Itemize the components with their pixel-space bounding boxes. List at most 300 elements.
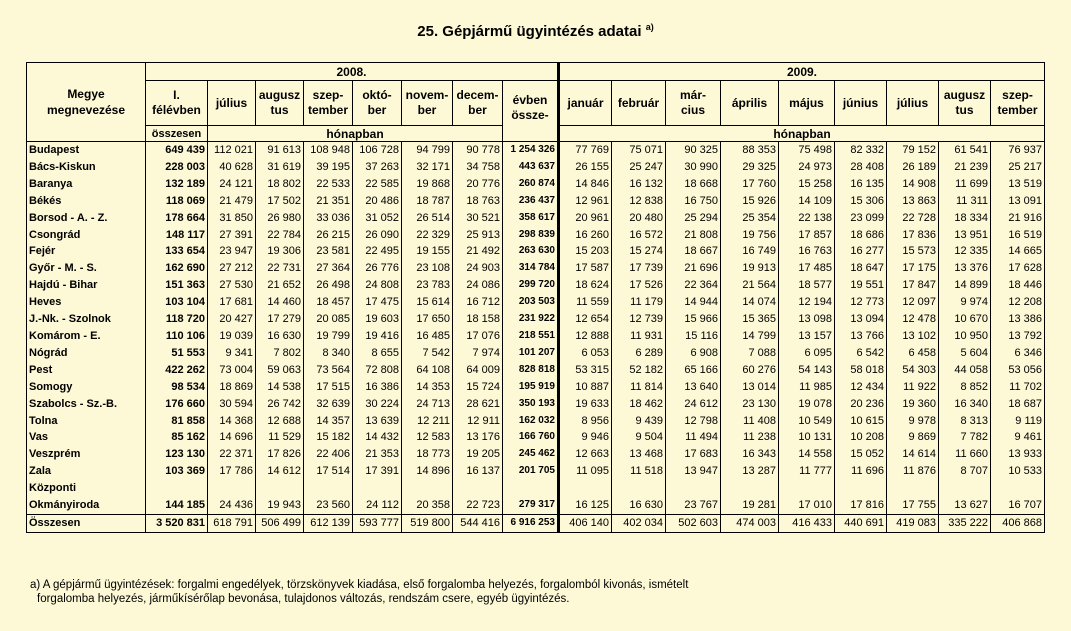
month-2009-value: 13 947 xyxy=(666,463,721,480)
footnote-line-2: forgalomba helyezés, járműkísérőlap bevonása, tulajdonos változás, rendszám csere, egyéb ügyintézés. xyxy=(37,593,570,605)
month-2009-value xyxy=(887,480,939,497)
year-total-value: 162 032 xyxy=(503,413,559,430)
month-2009-value: 6 908 xyxy=(666,345,721,362)
month-2009-value: 13 627 xyxy=(939,497,991,514)
month-2009-value: 16 572 xyxy=(612,227,666,244)
county-name: Nógrád xyxy=(27,345,146,362)
month-2009-value: 24 612 xyxy=(666,396,721,413)
month-2008-value: 32 639 xyxy=(304,396,353,413)
month-2009-value: 11 876 xyxy=(887,463,939,480)
month-2009-value: 21 564 xyxy=(721,277,779,294)
year-total-value: 443 637 xyxy=(503,159,559,176)
month-2008-value: 8 340 xyxy=(304,345,353,362)
year-2008-header: 2008. xyxy=(146,63,559,81)
half-year-value: 123 130 xyxy=(146,446,208,463)
month-2009-value: 10 533 xyxy=(991,463,1045,480)
month-2009-value: 18 462 xyxy=(612,396,666,413)
year-total-value: 166 760 xyxy=(503,429,559,446)
month-2009-header: február xyxy=(612,81,666,126)
month-2009-value: 61 541 xyxy=(939,142,991,159)
month-2008-value: 14 357 xyxy=(304,413,353,430)
month-2008-value: 39 195 xyxy=(304,159,353,176)
month-2009-value: 22 138 xyxy=(779,210,835,227)
year-total-value: 358 617 xyxy=(503,210,559,227)
month-2009-value: 82 332 xyxy=(835,142,887,159)
month-2008-value: 112 021 xyxy=(208,142,256,159)
month-2009-value: 26 155 xyxy=(559,159,612,176)
month-2009-value: 14 899 xyxy=(939,277,991,294)
table-row xyxy=(27,396,1045,413)
month-2009-value: 20 480 xyxy=(612,210,666,227)
county-column-header: Megye megnevezése xyxy=(27,63,146,142)
month-2008-value: 23 108 xyxy=(402,260,453,277)
month-2008-value: 14 460 xyxy=(256,294,304,311)
month-2008-value: 519 800 xyxy=(402,514,453,532)
month-2008-value: 12 211 xyxy=(402,413,453,430)
month-2008-value: 23 947 xyxy=(208,243,256,260)
title-footnote-mark: a) xyxy=(645,22,654,32)
month-2009-value: 15 116 xyxy=(666,328,721,345)
month-2009-value: 21 808 xyxy=(666,227,721,244)
month-2008-value: 33 036 xyxy=(304,210,353,227)
month-2009-value: 17 836 xyxy=(887,227,939,244)
county-name: Baranya xyxy=(27,176,146,193)
half-year-value: 649 439 xyxy=(146,142,208,159)
month-2009-value: 11 494 xyxy=(666,429,721,446)
month-2009-value: 19 551 xyxy=(835,277,887,294)
month-2009-value: 14 665 xyxy=(991,243,1045,260)
month-2009-value: 54 143 xyxy=(779,362,835,379)
month-2009-value: 11 696 xyxy=(835,463,887,480)
month-2009-value xyxy=(835,480,887,497)
month-2009-value: 18 667 xyxy=(666,243,721,260)
month-2009-value: 11 702 xyxy=(991,379,1045,396)
month-2008-value: 73 564 xyxy=(304,362,353,379)
month-2009-value: 11 518 xyxy=(612,463,666,480)
month-2009-value: 10 670 xyxy=(939,311,991,328)
county-name: Hajdú - Bihar xyxy=(27,277,146,294)
month-2008-value: 18 787 xyxy=(402,193,453,210)
month-2008-value: 7 802 xyxy=(256,345,304,362)
table-row xyxy=(27,463,1045,480)
month-2009-value xyxy=(991,480,1045,497)
month-2009-header: január xyxy=(559,81,612,126)
month-2009-value: 15 203 xyxy=(559,243,612,260)
month-2008-value: 7 974 xyxy=(453,345,503,362)
year-total-value: 201 705 xyxy=(503,463,559,480)
month-2008-value: 16 485 xyxy=(402,328,453,345)
half-year-value: 118 069 xyxy=(146,193,208,210)
month-2009-value: 12 478 xyxy=(887,311,939,328)
month-2009-value: 12 739 xyxy=(612,311,666,328)
month-2009-value: 9 869 xyxy=(887,429,939,446)
month-2009-value: 16 135 xyxy=(835,176,887,193)
month-2008-value: 8 655 xyxy=(353,345,402,362)
month-2009-value: 13 157 xyxy=(779,328,835,345)
data-table xyxy=(26,62,1045,533)
month-2008-value: 20 085 xyxy=(304,311,353,328)
month-2008-value: 20 358 xyxy=(402,497,453,514)
half-year-value: 51 553 xyxy=(146,345,208,362)
month-2009-value: 11 179 xyxy=(612,294,666,311)
month-2009-value: 52 182 xyxy=(612,362,666,379)
month-2009-value: 406 868 xyxy=(991,514,1045,532)
month-2009-value: 15 365 xyxy=(721,311,779,328)
county-name: Zala xyxy=(27,463,146,480)
month-2008-value: 22 533 xyxy=(304,176,353,193)
month-2008-value: 14 432 xyxy=(353,429,402,446)
month-2009-value: 474 003 xyxy=(721,514,779,532)
month-2009-value: 416 433 xyxy=(779,514,835,532)
half-year-value: 81 858 xyxy=(146,413,208,430)
month-2009-value: 8 956 xyxy=(559,413,612,430)
year-total-value xyxy=(503,480,559,497)
osszesen-subheader: összesen xyxy=(146,126,208,142)
month-2009-value: 12 663 xyxy=(559,446,612,463)
month-2008-value: 26 090 xyxy=(353,227,402,244)
month-2009-value: 17 816 xyxy=(835,497,887,514)
county-name: Győr - M. - S. xyxy=(27,260,146,277)
month-2008-value: 18 457 xyxy=(304,294,353,311)
year-total-value: 314 784 xyxy=(503,260,559,277)
month-2008-value: 19 799 xyxy=(304,328,353,345)
half-year-value: 110 106 xyxy=(146,328,208,345)
month-2009-value: 23 099 xyxy=(835,210,887,227)
year-total-value: 263 630 xyxy=(503,243,559,260)
month-2008-value: 618 791 xyxy=(208,514,256,532)
month-2008-value: 12 583 xyxy=(402,429,453,446)
month-2009-value: 13 951 xyxy=(939,227,991,244)
half-year-value: 103 369 xyxy=(146,463,208,480)
month-2009-value: 76 937 xyxy=(991,142,1045,159)
month-2009-value: 15 052 xyxy=(835,446,887,463)
month-2008-value xyxy=(256,480,304,497)
month-2009-value: 11 311 xyxy=(939,193,991,210)
month-2009-value: 9 974 xyxy=(939,294,991,311)
month-2008-value: 22 329 xyxy=(402,227,453,244)
month-2009-value: 12 838 xyxy=(612,193,666,210)
county-name: Borsod - A. - Z. xyxy=(27,210,146,227)
month-2008-value: 31 619 xyxy=(256,159,304,176)
county-name: Veszprém xyxy=(27,446,146,463)
month-2009-value: 12 961 xyxy=(559,193,612,210)
table-row xyxy=(27,480,1045,497)
month-2009-value: 14 908 xyxy=(887,176,939,193)
month-2009-value: 8 852 xyxy=(939,379,991,396)
month-2008-value: 64 009 xyxy=(453,362,503,379)
county-name: Bács-Kiskun xyxy=(27,159,146,176)
month-2009-value: 11 699 xyxy=(939,176,991,193)
month-2008-value: 17 786 xyxy=(208,463,256,480)
month-2009-value: 419 083 xyxy=(887,514,939,532)
table-row xyxy=(27,497,1045,514)
month-2009-value: 15 258 xyxy=(779,176,835,193)
month-2009-value: 16 343 xyxy=(721,446,779,463)
month-2009-value: 21 239 xyxy=(939,159,991,176)
table-row xyxy=(27,176,1045,193)
month-2009-value: 16 132 xyxy=(612,176,666,193)
month-2009-value xyxy=(939,480,991,497)
table-body xyxy=(27,142,1045,533)
month-2008-value: 18 802 xyxy=(256,176,304,193)
month-2008-value: 40 628 xyxy=(208,159,256,176)
month-2009-value: 30 990 xyxy=(666,159,721,176)
month-2008-value: 21 351 xyxy=(304,193,353,210)
table-row xyxy=(27,362,1045,379)
month-2009-value: 14 799 xyxy=(721,328,779,345)
month-2009-value: 21 916 xyxy=(991,210,1045,227)
month-2008-value: 15 724 xyxy=(453,379,503,396)
month-2008-value: 19 868 xyxy=(402,176,453,193)
month-2009-value: 16 763 xyxy=(779,243,835,260)
month-2009-value: 16 277 xyxy=(835,243,887,260)
month-2008-value: 23 783 xyxy=(402,277,453,294)
month-2008-value: 19 943 xyxy=(256,497,304,514)
month-2009-value: 18 647 xyxy=(835,260,887,277)
county-name: Komárom - E. xyxy=(27,328,146,345)
month-2009-value: 7 782 xyxy=(939,429,991,446)
month-2009-header: már- cius xyxy=(666,81,721,126)
month-2009-value: 22 364 xyxy=(666,277,721,294)
month-2009-value: 16 749 xyxy=(721,243,779,260)
half-year-value: 228 003 xyxy=(146,159,208,176)
half-year-value: 176 660 xyxy=(146,396,208,413)
month-2009-value: 9 946 xyxy=(559,429,612,446)
month-2009-value: 20 961 xyxy=(559,210,612,227)
month-2008-value: 17 279 xyxy=(256,311,304,328)
month-2009-value: 18 624 xyxy=(559,277,612,294)
county-name: Tolna xyxy=(27,413,146,430)
month-2008-value: 612 139 xyxy=(304,514,353,532)
month-2009-value: 28 408 xyxy=(835,159,887,176)
month-2009-value: 11 238 xyxy=(721,429,779,446)
county-name: Békés xyxy=(27,193,146,210)
month-2009-value: 54 303 xyxy=(887,362,939,379)
month-2009-value: 8 313 xyxy=(939,413,991,430)
month-2008-value: 22 495 xyxy=(353,243,402,260)
month-2009-value: 16 125 xyxy=(559,497,612,514)
month-2008-value: 22 585 xyxy=(353,176,402,193)
month-2009-value: 6 458 xyxy=(887,345,939,362)
month-2008-value: 19 306 xyxy=(256,243,304,260)
month-2008-value: 25 913 xyxy=(453,227,503,244)
month-2008-value: 26 215 xyxy=(304,227,353,244)
half-year-value: 133 654 xyxy=(146,243,208,260)
month-2008-value: 27 391 xyxy=(208,227,256,244)
year-total-value: 6 916 253 xyxy=(503,514,559,532)
month-2008-value: 26 498 xyxy=(304,277,353,294)
month-2008-value: 22 406 xyxy=(304,446,353,463)
month-2009-value: 53 315 xyxy=(559,362,612,379)
month-2009-value: 9 439 xyxy=(612,413,666,430)
year-total-value: 260 874 xyxy=(503,176,559,193)
month-2009-value: 25 294 xyxy=(666,210,721,227)
month-2009-value: 11 985 xyxy=(779,379,835,396)
month-2008-value xyxy=(353,480,402,497)
month-2009-value: 14 558 xyxy=(779,446,835,463)
month-2009-value: 25 354 xyxy=(721,210,779,227)
month-2009-value xyxy=(721,480,779,497)
honapban-2008-subheader: hónapban xyxy=(208,126,503,142)
month-2008-value: 24 112 xyxy=(353,497,402,514)
month-2009-value: 14 074 xyxy=(721,294,779,311)
month-2009-value: 90 325 xyxy=(666,142,721,159)
month-2009-value: 19 913 xyxy=(721,260,779,277)
year-total-value: 236 437 xyxy=(503,193,559,210)
month-2009-value: 9 504 xyxy=(612,429,666,446)
month-2009-header: szep- tember xyxy=(991,81,1045,126)
month-2008-value: 24 436 xyxy=(208,497,256,514)
month-2008-value: 593 777 xyxy=(353,514,402,532)
month-2008-value: 27 530 xyxy=(208,277,256,294)
month-2009-value: 13 098 xyxy=(779,311,835,328)
month-2009-value: 17 628 xyxy=(991,260,1045,277)
month-2009-value: 19 360 xyxy=(887,396,939,413)
table-row xyxy=(27,379,1045,396)
month-2008-value: 19 205 xyxy=(453,446,503,463)
month-2009-value: 10 549 xyxy=(779,413,835,430)
month-2009-value: 79 152 xyxy=(887,142,939,159)
month-2008-value: 18 158 xyxy=(453,311,503,328)
month-2009-value: 13 091 xyxy=(991,193,1045,210)
month-2009-value: 10 615 xyxy=(835,413,887,430)
month-2009-value: 11 408 xyxy=(721,413,779,430)
month-2009-value: 75 498 xyxy=(779,142,835,159)
month-2009-value: 25 247 xyxy=(612,159,666,176)
month-2008-value: 18 763 xyxy=(453,193,503,210)
month-2008-value: 21 492 xyxy=(453,243,503,260)
table-header xyxy=(27,63,1045,142)
month-2008-header: novem- ber xyxy=(402,81,453,126)
half-year-value: 3 520 831 xyxy=(146,514,208,532)
year-total-value: 828 818 xyxy=(503,362,559,379)
month-2009-value: 19 078 xyxy=(779,396,835,413)
month-2009-value: 17 526 xyxy=(612,277,666,294)
county-name: Vas xyxy=(27,429,146,446)
month-2009-value: 9 461 xyxy=(991,429,1045,446)
month-2009-value: 88 353 xyxy=(721,142,779,159)
month-2009-value: 20 236 xyxy=(835,396,887,413)
month-2008-value: 14 896 xyxy=(402,463,453,480)
month-2009-value: 26 189 xyxy=(887,159,939,176)
month-2009-value: 6 346 xyxy=(991,345,1045,362)
month-2008-value: 30 594 xyxy=(208,396,256,413)
total-row xyxy=(27,514,1045,532)
month-2009-value: 440 691 xyxy=(835,514,887,532)
month-2008-value: 16 386 xyxy=(353,379,402,396)
months-header-row xyxy=(27,81,1045,126)
month-2009-value: 406 140 xyxy=(559,514,612,532)
month-2009-value: 18 577 xyxy=(779,277,835,294)
table-row xyxy=(27,446,1045,463)
month-2009-value: 13 287 xyxy=(721,463,779,480)
county-name: Okmányiroda xyxy=(27,497,146,514)
county-name: Somogy xyxy=(27,379,146,396)
month-2009-value: 12 654 xyxy=(559,311,612,328)
year-total-value: 218 551 xyxy=(503,328,559,345)
month-2009-value: 13 014 xyxy=(721,379,779,396)
month-2009-header: április xyxy=(721,81,779,126)
year-total-value: 279 317 xyxy=(503,497,559,514)
month-2009-value: 8 707 xyxy=(939,463,991,480)
month-2009-value: 12 888 xyxy=(559,328,612,345)
month-2008-value: 17 475 xyxy=(353,294,402,311)
month-2008-value: 24 121 xyxy=(208,176,256,193)
month-2009-value: 60 276 xyxy=(721,362,779,379)
half-year-value xyxy=(146,480,208,497)
month-2009-value: 14 109 xyxy=(779,193,835,210)
month-2009-value: 17 755 xyxy=(887,497,939,514)
county-name: J.-Nk. - Szolnok xyxy=(27,311,146,328)
month-2008-value: 17 391 xyxy=(353,463,402,480)
month-2009-value: 12 434 xyxy=(835,379,887,396)
month-2009-value xyxy=(559,480,612,497)
county-name: Heves xyxy=(27,294,146,311)
month-2008-value: 21 652 xyxy=(256,277,304,294)
month-2008-value: 19 155 xyxy=(402,243,453,260)
month-2009-value: 12 773 xyxy=(835,294,887,311)
footnote-line-1: a) A gépjármű ügyintézések: forgalmi engedélyek, törzskönyvek kiadása, első forgalomba helyezés, forgalomból kivonás, ismételt xyxy=(30,579,689,591)
table-row xyxy=(27,243,1045,260)
month-2008-value: 94 799 xyxy=(402,142,453,159)
county-name: Szabolcs - Sz.-B. xyxy=(27,396,146,413)
month-2008-value: 20 427 xyxy=(208,311,256,328)
table-row xyxy=(27,294,1045,311)
month-2008-value: 20 776 xyxy=(453,176,503,193)
month-2009-value: 17 847 xyxy=(887,277,939,294)
year-2009-header: 2009. xyxy=(559,63,1045,81)
month-2009-value: 12 798 xyxy=(666,413,721,430)
month-2008-value: 24 808 xyxy=(353,277,402,294)
month-2008-value: 12 911 xyxy=(453,413,503,430)
month-2008-value: 7 542 xyxy=(402,345,453,362)
month-2008-value: 91 613 xyxy=(256,142,304,159)
table-row xyxy=(27,210,1045,227)
month-2008-value: 30 521 xyxy=(453,210,503,227)
month-2008-value: 90 778 xyxy=(453,142,503,159)
half-year-value: 103 104 xyxy=(146,294,208,311)
month-2009-value: 13 792 xyxy=(991,328,1045,345)
month-2009-value: 23 130 xyxy=(721,396,779,413)
month-2008-value: 26 742 xyxy=(256,396,304,413)
month-2009-value: 16 630 xyxy=(612,497,666,514)
month-2009-value: 7 088 xyxy=(721,345,779,362)
month-2009-value: 19 756 xyxy=(721,227,779,244)
month-2008-value: 26 776 xyxy=(353,260,402,277)
footnote xyxy=(30,578,688,606)
month-2008-value: 23 560 xyxy=(304,497,353,514)
month-2009-value: 9 978 xyxy=(887,413,939,430)
month-2008-value: 26 980 xyxy=(256,210,304,227)
month-2008-value: 72 808 xyxy=(353,362,402,379)
month-2008-value: 16 630 xyxy=(256,328,304,345)
month-2008-value: 19 039 xyxy=(208,328,256,345)
month-2009-value: 5 604 xyxy=(939,345,991,362)
month-2009-value xyxy=(612,480,666,497)
month-2008-value: 14 538 xyxy=(256,379,304,396)
year-total-value: 203 503 xyxy=(503,294,559,311)
year-total-value: 101 207 xyxy=(503,345,559,362)
month-2009-value: 14 846 xyxy=(559,176,612,193)
month-2008-value: 64 108 xyxy=(402,362,453,379)
month-2009-value: 17 485 xyxy=(779,260,835,277)
table-row xyxy=(27,142,1045,159)
month-2009-value xyxy=(779,480,835,497)
month-2008-value: 31 052 xyxy=(353,210,402,227)
month-2008-value: 17 502 xyxy=(256,193,304,210)
month-2009-value: 17 587 xyxy=(559,260,612,277)
month-2009-value: 12 194 xyxy=(779,294,835,311)
